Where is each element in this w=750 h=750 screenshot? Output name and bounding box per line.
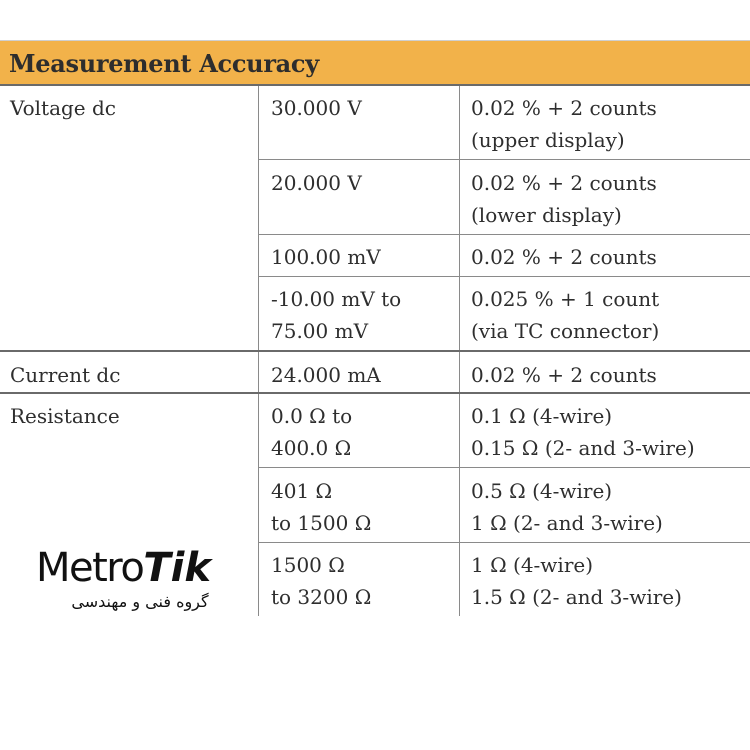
range-cell: 0.0 Ω to bbox=[271, 404, 353, 428]
accuracy-cell: 0.025 % + 1 count bbox=[471, 287, 660, 311]
range-cell-line2: 75.00 mV bbox=[271, 319, 369, 343]
row-divider bbox=[258, 542, 750, 543]
metrotik-logo bbox=[36, 545, 246, 620]
accuracy-cell-line2: 1.5 Ω (2- and 3-wire) bbox=[471, 585, 682, 609]
accuracy-note: (via TC connector) bbox=[471, 319, 660, 343]
accuracy-cell: 0.5 Ω (4-wire) bbox=[471, 479, 613, 503]
row-divider bbox=[258, 467, 750, 468]
logo-word-regular: Metro bbox=[36, 545, 144, 591]
row-divider bbox=[258, 276, 750, 277]
range-cell-line2: to 1500 Ω bbox=[271, 511, 372, 535]
table-title: Measurement Accuracy bbox=[9, 49, 319, 78]
accuracy-table bbox=[0, 86, 750, 616]
accuracy-cell: 0.02 % + 2 counts bbox=[471, 245, 657, 269]
accuracy-cell: 0.02 % + 2 counts bbox=[471, 171, 657, 195]
range-cell: 401 Ω bbox=[271, 479, 333, 503]
range-cell: 20.000 V bbox=[271, 171, 362, 195]
accuracy-cell: 0.1 Ω (4-wire) bbox=[471, 404, 613, 428]
logo-tagline: گروه فنی و مهندسی bbox=[71, 592, 209, 611]
group-divider bbox=[0, 350, 750, 352]
range-cell: 100.00 mV bbox=[271, 245, 381, 269]
logo-wordmark bbox=[36, 545, 211, 591]
accuracy-cell-line2: 1 Ω (2- and 3-wire) bbox=[471, 511, 663, 535]
accuracy-cell: 1 Ω (4-wire) bbox=[471, 553, 594, 577]
row-divider bbox=[258, 234, 750, 235]
accuracy-cell-line2: 0.15 Ω (2- and 3-wire) bbox=[471, 436, 695, 460]
function-cell: Resistance bbox=[10, 404, 120, 428]
logo-word-bold: Tik bbox=[143, 545, 211, 591]
accuracy-note: (upper display) bbox=[471, 128, 625, 152]
range-cell: 1500 Ω bbox=[271, 553, 345, 577]
range-cell-line2: to 3200 Ω bbox=[271, 585, 372, 609]
row-divider bbox=[258, 159, 750, 160]
function-cell: Voltage dc bbox=[10, 96, 117, 120]
range-cell: 24.000 mA bbox=[271, 363, 381, 387]
function-cell: Current dc bbox=[10, 363, 121, 387]
range-cell-line2: 400.0 Ω bbox=[271, 436, 352, 460]
accuracy-note: (lower display) bbox=[471, 203, 622, 227]
group-divider bbox=[0, 392, 750, 394]
range-cell: -10.00 mV to bbox=[271, 287, 402, 311]
accuracy-cell: 0.02 % + 2 counts bbox=[471, 96, 657, 120]
table-header bbox=[0, 41, 750, 86]
accuracy-cell: 0.02 % + 2 counts bbox=[471, 363, 657, 387]
range-cell: 30.000 V bbox=[271, 96, 362, 120]
